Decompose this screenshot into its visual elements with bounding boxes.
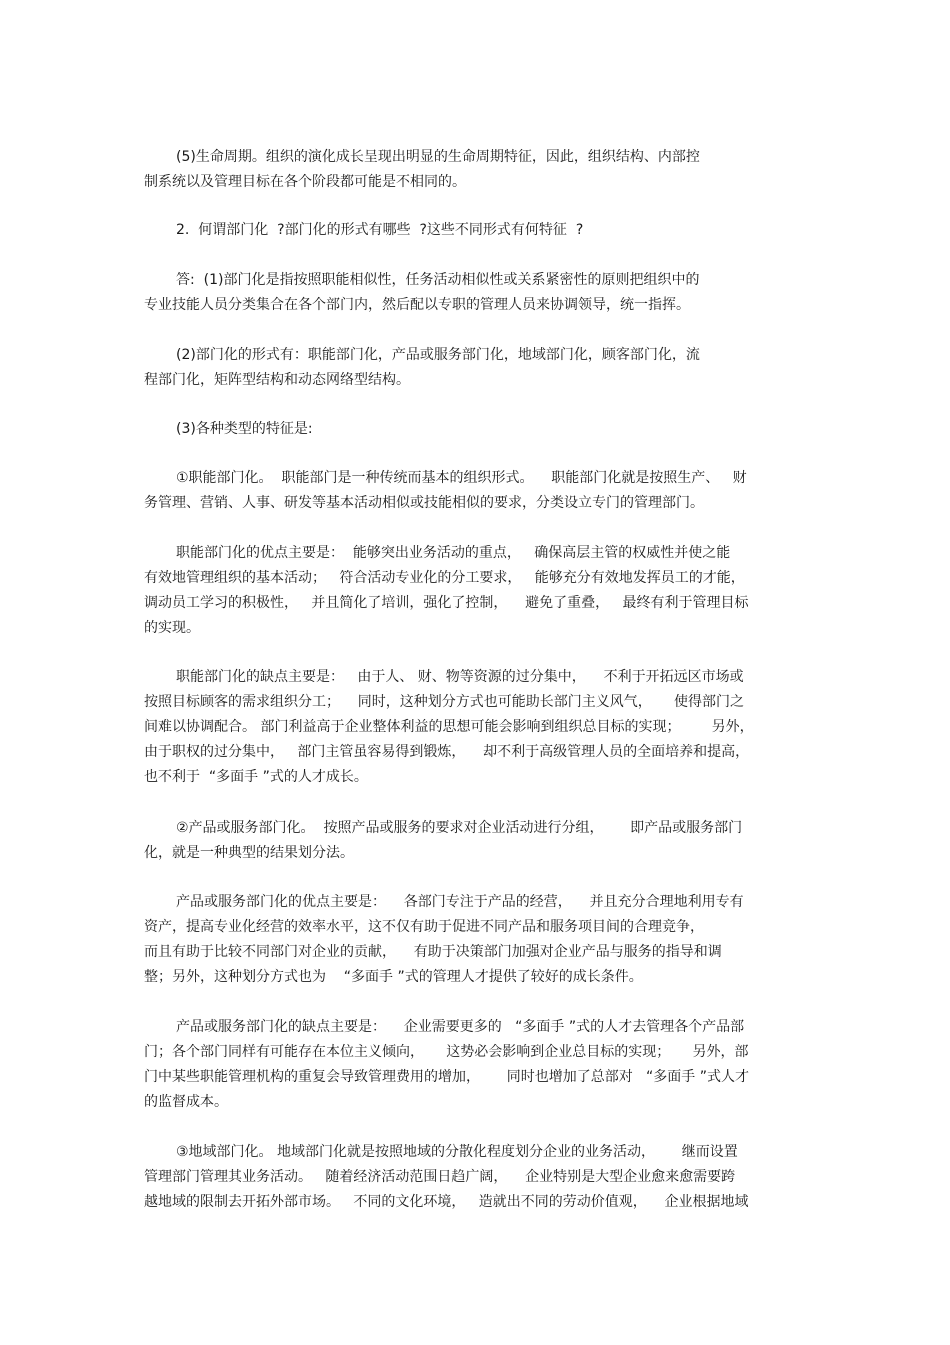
text-line: 制系统以及管理目标在各个阶段都可能是不相同的。 bbox=[144, 174, 466, 190]
text-line: 2. 何谓部门化 ?部门化的形式有哪些 ?这些不同形式有何特征 ? bbox=[176, 222, 584, 238]
text-line: 而且有助于比较不同部门对企业的贡献， 有助于决策部门加强对企业产品与服务的指导和调 bbox=[144, 944, 722, 960]
text-line: (5)生命周期。组织的演化成长呈现出明显的生命周期特征，因此，组织结构、内部控 bbox=[176, 149, 700, 165]
text-line: (2)部门化的形式有：职能部门化，产品或服务部门化，地域部门化，顾客部门化，流 bbox=[176, 347, 700, 363]
text-line: 有效地管理组织的基本活动； 符合活动专业化的分工要求， 能够充分有效地发挥员工的才能， bbox=[144, 570, 745, 586]
text-line: 务管理、营销、人事、研发等基本活动相似或技能相似的要求，分类设立专门的管理部门。 bbox=[144, 495, 704, 511]
text-line: 越地域的限制去开拓外部市场。 不同的文化环境， 造就出不同的劳动价值观， 企业根据地域 bbox=[144, 1194, 749, 1210]
paragraph-functional-disadvantages bbox=[144, 665, 824, 790]
text-line: 门；各个部门同样有可能存在本位主义倾向， 这势必会影响到企业总目标的实现； 另外，部 bbox=[144, 1044, 749, 1060]
text-line: 间难以协调配合。 部门利益高于企业整体利益的思想可能会影响到组织总目标的实现； 另外， bbox=[144, 719, 754, 735]
text-line: 化，就是一种典型的结果划分法。 bbox=[144, 845, 354, 861]
text-line: 专业技能人员分类集合在各个部门内，然后配以专职的管理人员来协调领导，统一指挥。 bbox=[144, 297, 690, 313]
paragraph-answer-definition bbox=[144, 268, 824, 318]
text-line: 整；另外，这种划分方式也为 “多面手 ”式的管理人才提供了较好的成长条件。 bbox=[144, 969, 643, 985]
text-line: 职能部门化的优点主要是： 能够突出业务活动的重点， 确保高层主管的权威性并使之能 bbox=[176, 545, 731, 561]
text-line: 资产，提高专业化经营的效率水平，这不仅有助于促进不同产品和服务项目间的合理竞争， bbox=[144, 919, 704, 935]
text-line: 职能部门化的缺点主要是： 由于人、 财、物等资源的过分集中， 不利于开拓远区市场或 bbox=[176, 669, 744, 685]
text-line: 管理部门管理其业务活动。 随着经济活动范围日趋广阔， 企业特别是大型企业愈来愈需要跨 bbox=[144, 1169, 736, 1185]
text-line: 的监督成本。 bbox=[144, 1094, 228, 1110]
text-line: ③地域部门化。 地域部门化就是按照地域的分散化程度划分企业的业务活动， 继而设置 bbox=[176, 1144, 738, 1160]
text-line: 程部门化，矩阵型结构和动态网络型结构。 bbox=[144, 372, 410, 388]
text-line: ②产品或服务部门化。 按照产品或服务的要求对企业活动进行分组， 即产品或服务部门 bbox=[176, 820, 743, 836]
question-heading bbox=[144, 218, 824, 243]
text-line: (3)各种类型的特征是: bbox=[176, 421, 313, 437]
text-line: 门中某些职能管理机构的重复会导致管理费用的增加， 同时也增加了总部对 “多面手 ”式人才 bbox=[144, 1069, 750, 1085]
text-line: 由于职权的过分集中， 部门主管虽容易得到锻炼， 却不利于高级管理人员的全面培养和提高， bbox=[144, 744, 750, 760]
paragraph-product-disadvantages bbox=[144, 1015, 824, 1115]
paragraph-lifecycle bbox=[144, 145, 824, 195]
text-line: 调动员工学习的积极性， 并且简化了培训，强化了控制， 避免了重叠， 最终有利于管理目标 bbox=[144, 595, 749, 611]
paragraph-forms bbox=[144, 343, 824, 393]
text-line: 按照目标顾客的需求组织分工； 同时，这种划分方式也可能助长部门主义风气， 使得部门之 bbox=[144, 694, 745, 710]
text-line: 也不利于 “多面手 ”式的人才成长。 bbox=[144, 769, 368, 785]
paragraph-functional-advantages bbox=[144, 541, 824, 641]
paragraph-features-intro bbox=[144, 417, 824, 442]
paragraph-product-advantages bbox=[144, 890, 824, 990]
text-line: 答: (1)部门化是指按照职能相似性，任务活动相似性或关系紧密性的原则把组织中的 bbox=[176, 272, 700, 288]
text-line: 产品或服务部门化的缺点主要是： 企业需要更多的 “多面手 ”式的人才去管理各个产品部 bbox=[176, 1019, 745, 1035]
text-line: 的实现。 bbox=[144, 620, 200, 636]
text-line: 产品或服务部门化的优点主要是： 各部门专注于产品的经营， 并且充分合理地利用专有 bbox=[176, 894, 744, 910]
paragraph-regional bbox=[144, 1140, 824, 1215]
paragraph-functional bbox=[144, 466, 824, 516]
text-line: ①职能部门化。 职能部门是一种传统而基本的组织形式。 职能部门化就是按照生产、 财 bbox=[176, 470, 747, 486]
paragraph-product bbox=[144, 816, 824, 866]
